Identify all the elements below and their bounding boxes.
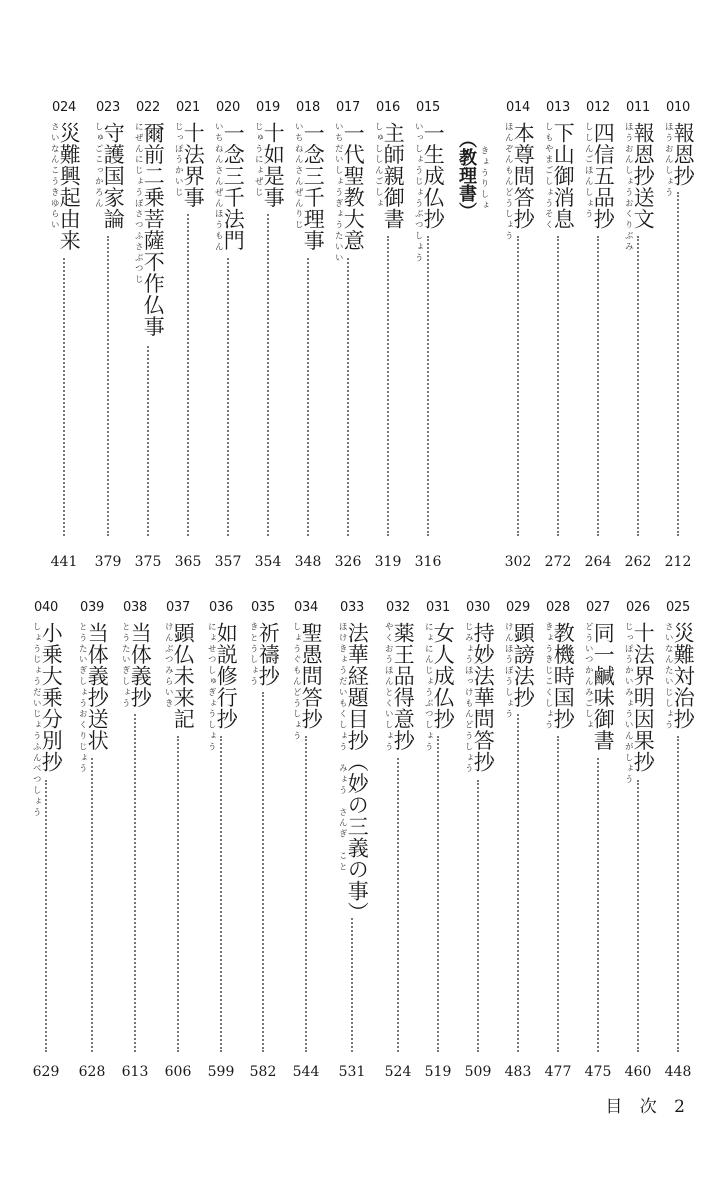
entry-number: 032 — [386, 600, 410, 615]
entry-page-number: 629 — [32, 1064, 60, 1080]
entry-ruby: いっしょうじょうぶつしょう — [413, 122, 424, 264]
leader-dots — [262, 692, 264, 1052]
leader-dots — [557, 236, 559, 536]
leader-dots — [107, 236, 109, 536]
toc-entry-033[interactable] — [332, 600, 372, 1080]
entry-number: 019 — [256, 100, 280, 115]
entry-title: 主師親御書 — [381, 122, 406, 230]
leader-dots — [387, 236, 389, 536]
leader-dots — [134, 714, 136, 1052]
entry-ruby: しゅししんごしょ — [373, 122, 384, 210]
entry-ruby: じゅうにょぜじ — [253, 122, 264, 199]
entry-page-number: 319 — [374, 554, 402, 570]
leader-dots — [637, 780, 639, 1052]
entry-title: 災難興起由来 — [57, 122, 82, 251]
footer-page-number: 2 — [674, 1097, 691, 1117]
leader-dots — [305, 736, 307, 1052]
entry-page-number: 524 — [384, 1064, 412, 1080]
entry-number: 029 — [506, 600, 530, 615]
entry-title: 顕謗法抄 — [511, 622, 536, 708]
entry-title: 祈禱抄 — [256, 622, 281, 687]
entry-page-number: 509 — [464, 1064, 492, 1080]
entry-title: 聖愚問答抄 — [299, 622, 324, 730]
entry-page-number: 348 — [294, 554, 322, 570]
toc-entry-038[interactable] — [115, 600, 155, 1080]
entry-title: 四信五品抄 — [591, 122, 616, 230]
leader-dots — [437, 736, 439, 1052]
leader-dots — [187, 214, 189, 536]
entry-page-number: 606 — [164, 1064, 192, 1080]
leader-dots — [677, 192, 679, 536]
entry-ruby: ほけきょうだいもくしょう みょう さんぎ こと — [337, 622, 348, 873]
entry-title: 一念三千法門 — [221, 122, 246, 251]
entry-ruby: じっぽうかいみょういんがしょう — [623, 622, 634, 786]
entry-title: 下山御消息 — [551, 122, 576, 230]
footer-title: 目 次 — [605, 1097, 663, 1117]
entry-page-number: 272 — [544, 554, 572, 570]
entry-number: 014 — [506, 100, 530, 115]
entry-title: 本尊問答抄 — [511, 122, 536, 230]
entry-number: 034 — [294, 600, 318, 615]
entry-page-number: 628 — [78, 1064, 106, 1080]
leader-dots — [597, 236, 599, 536]
leader-dots — [351, 918, 353, 1052]
entry-title: 法華経題目抄（妙の三義の事） — [345, 622, 370, 923]
entry-number: 011 — [626, 100, 650, 115]
entry-title: 十如是事 — [261, 122, 286, 208]
entry-number: 038 — [123, 600, 147, 615]
toc-entry-039[interactable] — [72, 600, 112, 1080]
leader-dots — [220, 736, 222, 1052]
entry-page-number: 379 — [94, 554, 122, 570]
entry-page-number: 212 — [664, 554, 692, 570]
entry-page-number: 544 — [292, 1064, 320, 1080]
leader-dots — [427, 236, 429, 536]
entry-ruby: きとうしょう — [248, 622, 259, 688]
entry-ruby: しもやまごしょうそく — [543, 122, 554, 231]
entry-ruby: しゅごこっかろん — [93, 122, 104, 210]
toc-entry-030[interactable] — [458, 600, 498, 1080]
toc-entry-015[interactable] — [408, 100, 448, 570]
toc-entry-040[interactable] — [26, 600, 66, 1080]
entry-number: 026 — [626, 600, 650, 615]
entry-title: 爾前二乗菩薩不作仏事 — [141, 122, 166, 337]
entry-ruby: じみょうほっけもんどうしょう — [463, 622, 474, 775]
entry-ruby: ほんぞんもんどうしょう — [503, 122, 514, 242]
toc-entry-028[interactable] — [538, 600, 578, 1080]
toc-entry-019[interactable] — [248, 100, 288, 570]
entry-ruby: ししんごほんしょう — [583, 122, 594, 221]
entry-number: 027 — [586, 600, 610, 615]
toc-entry-031[interactable] — [418, 600, 458, 1080]
entry-title: 十法界明因果抄 — [631, 622, 656, 773]
entry-title: 守護国家論 — [101, 122, 126, 230]
entry-page-number: 316 — [414, 554, 442, 570]
entry-number: 018 — [296, 100, 320, 115]
leader-dots — [177, 736, 179, 1052]
entry-page-number: 441 — [50, 554, 78, 570]
entry-title: 災難対治抄 — [671, 622, 696, 730]
entry-title: 一念三千理事 — [301, 122, 326, 251]
entry-ruby: やくおうほんとくいしょう — [383, 622, 394, 753]
entry-page-number: 460 — [624, 1064, 652, 1080]
toc-entry-020[interactable] — [208, 100, 248, 570]
entry-ruby: しょうぐもんどうしょう — [291, 622, 302, 742]
toc-entry-010[interactable] — [658, 100, 698, 570]
leader-dots — [557, 736, 559, 1052]
entry-ruby: けんぶつみらいき — [163, 622, 174, 710]
entry-ruby: じっぽうかいじ — [173, 122, 184, 199]
entry-title: 如説修行抄 — [214, 622, 239, 730]
entry-number: 030 — [466, 600, 490, 615]
entry-number: 016 — [376, 100, 400, 115]
entry-page-number: 326 — [334, 554, 362, 570]
toc-entry-029[interactable] — [498, 600, 538, 1080]
leader-dots — [227, 258, 229, 536]
entry-number: 015 — [416, 100, 440, 115]
entry-ruby: どういつかんみごしょ — [583, 622, 594, 731]
leader-dots — [307, 258, 309, 536]
leader-dots — [45, 780, 47, 1052]
page-footer — [605, 1092, 691, 1117]
entry-ruby: さいなんたいじしょう — [663, 622, 674, 731]
toc-entry-035[interactable] — [243, 600, 283, 1080]
entry-ruby: にぜんにじょうぼさつふさぶつじ — [133, 122, 144, 286]
entry-page-number: 477 — [544, 1064, 572, 1080]
toc-entry-021[interactable] — [168, 100, 208, 570]
entry-ruby: いちねんさんぜんりじ — [293, 122, 304, 231]
entry-number: 035 — [251, 600, 275, 615]
toc-entry-018[interactable] — [288, 100, 328, 570]
entry-title: 一生成仏抄 — [421, 122, 446, 230]
toc-entry-011[interactable] — [618, 100, 658, 570]
toc-entry-032[interactable] — [378, 600, 418, 1080]
toc-entry-026[interactable] — [618, 600, 658, 1080]
section-label-ruby: きょうりしょ — [479, 146, 489, 212]
entry-number: 021 — [176, 100, 200, 115]
entry-page-number: 302 — [504, 554, 532, 570]
entry-ruby: にょにんじょうぶつしょう — [423, 622, 434, 753]
entry-ruby: とうたいぎしょう — [120, 622, 131, 710]
entry-page-number: 375 — [134, 554, 162, 570]
entry-page-number: 264 — [584, 554, 612, 570]
toc-top-section — [0, 100, 711, 570]
entry-page-number: 599 — [207, 1064, 235, 1080]
entry-number: 039 — [80, 600, 104, 615]
entry-title: 同一鹹味御書 — [591, 622, 616, 751]
entry-title: 十法界事 — [181, 122, 206, 208]
entry-number: 017 — [336, 100, 360, 115]
leader-dots — [267, 214, 269, 536]
entry-number: 037 — [166, 600, 190, 615]
entry-number: 028 — [546, 600, 570, 615]
entry-title: 薬王品得意抄 — [391, 622, 416, 751]
entry-page-number: 365 — [174, 554, 202, 570]
entry-number: 023 — [96, 100, 120, 115]
entry-page-number: 582 — [249, 1064, 277, 1080]
entry-page-number: 262 — [624, 554, 652, 570]
toc-entry-034[interactable] — [286, 600, 326, 1080]
leader-dots — [347, 258, 349, 536]
entry-page-number: 475 — [584, 1064, 612, 1080]
leader-dots — [91, 758, 93, 1052]
entry-ruby: さいなんこうきゆらい — [49, 122, 60, 231]
toc-entry-027[interactable] — [578, 600, 618, 1080]
entry-ruby: けんほうぼうしょう — [503, 622, 514, 721]
toc-entry-024[interactable] — [44, 100, 84, 570]
entry-page-number: 448 — [664, 1064, 692, 1080]
entry-number: 025 — [666, 600, 690, 615]
leader-dots — [147, 346, 149, 536]
toc-entry-012[interactable] — [578, 100, 618, 570]
entry-page-number: 613 — [121, 1064, 149, 1080]
entry-ruby: いちねんさんぜんほうもん — [213, 122, 224, 253]
entry-number: 031 — [426, 600, 450, 615]
entry-number: 013 — [546, 100, 570, 115]
leader-dots — [597, 758, 599, 1052]
entry-ruby: にょせつしゅぎょうしょう — [206, 622, 217, 753]
leader-dots — [517, 236, 519, 536]
toc-entry-023[interactable] — [88, 100, 128, 570]
leader-dots — [397, 758, 399, 1052]
entry-title: 持妙法華問答抄 — [471, 622, 496, 773]
entry-ruby: いちだいしょうぎょうたいい — [333, 122, 344, 264]
entry-ruby: しょうじょうだいじょうふんべつしょう — [31, 622, 42, 819]
toc-entry-025[interactable] — [658, 600, 698, 1080]
entry-number: 033 — [340, 600, 364, 615]
entry-ruby: ほうおんしょうおくりぶみ — [623, 122, 634, 253]
entry-page-number: 354 — [254, 554, 282, 570]
leader-dots — [677, 736, 679, 1052]
leader-dots — [517, 714, 519, 1052]
entry-ruby: とうたいぎしょうおくりじょう — [77, 622, 88, 775]
entry-number: 020 — [216, 100, 240, 115]
toc-entry-022[interactable] — [128, 100, 168, 570]
leader-dots — [637, 236, 639, 536]
entry-title: 小乗大乗分別抄 — [39, 622, 64, 773]
leader-dots — [477, 780, 479, 1052]
entry-number: 022 — [136, 100, 160, 115]
entry-number: 024 — [52, 100, 76, 115]
entry-number: 012 — [586, 100, 610, 115]
entry-page-number: 483 — [504, 1064, 532, 1080]
entry-ruby: きょうきじこくしょう — [543, 622, 554, 731]
entry-number: 036 — [209, 600, 233, 615]
entry-page-number: 531 — [338, 1064, 366, 1080]
toc-bottom-section — [0, 600, 711, 1080]
entry-ruby: ほうおんしょう — [663, 122, 674, 199]
toc-entry-037[interactable] — [158, 600, 198, 1080]
entry-title: 報恩抄送文 — [631, 122, 656, 230]
toc-entry-017[interactable] — [328, 100, 368, 570]
section-label: （教理書） — [456, 130, 477, 220]
entry-title: 当体義抄送状 — [85, 622, 110, 751]
toc-entry-013[interactable] — [538, 100, 578, 570]
leader-dots — [63, 258, 65, 536]
toc-entry-036[interactable] — [201, 600, 241, 1080]
entry-title: 女人成仏抄 — [431, 622, 456, 730]
entry-page-number: 519 — [424, 1064, 452, 1080]
entry-title: 報恩抄 — [671, 122, 696, 187]
entry-title: 一代聖教大意 — [341, 122, 366, 251]
entry-number: 010 — [666, 100, 690, 115]
toc-entry-016[interactable] — [368, 100, 408, 570]
entry-title: 当体義抄 — [128, 622, 153, 708]
entry-title: 教機時国抄 — [551, 622, 576, 730]
entry-number: 040 — [34, 600, 58, 615]
entry-page-number: 357 — [214, 554, 242, 570]
toc-entry-014[interactable] — [498, 100, 538, 570]
entry-title: 顕仏未来記 — [171, 622, 196, 730]
